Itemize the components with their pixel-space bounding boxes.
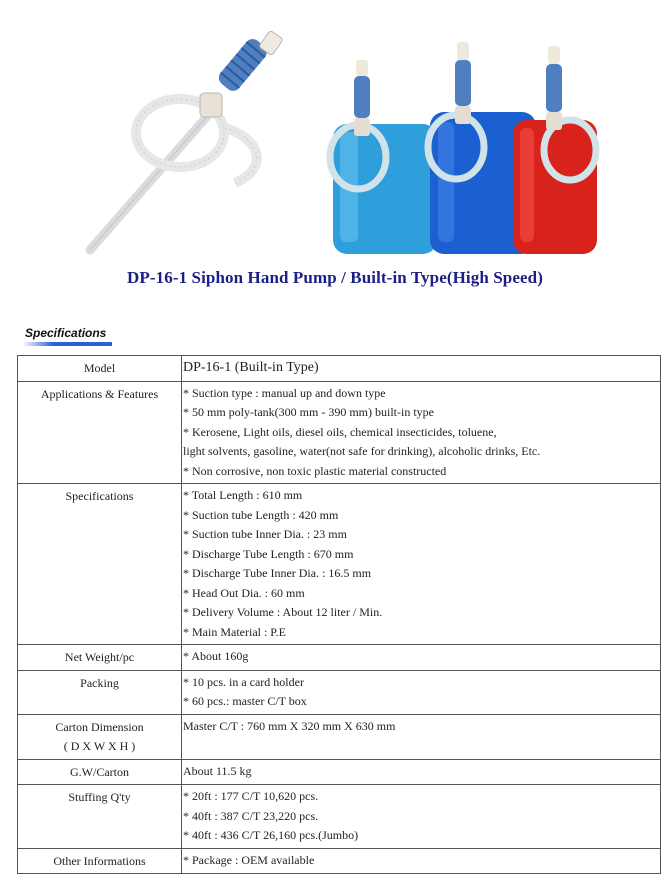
table-row — [18, 381, 661, 484]
row-label: G.W/Carton — [18, 759, 182, 785]
specifications-table — [17, 355, 661, 874]
row-label: Model — [18, 356, 182, 382]
table-row — [18, 645, 661, 671]
table-row — [18, 484, 661, 645]
heading-underline — [22, 342, 112, 346]
row-value: * 20ft : 177 C/T 10,620 pcs. * 40ft : 387 C/T 23,220 pcs. * 40ft : 436 C/T 26,160 pcs.(Jumbo) — [182, 785, 661, 849]
row-value: * Package : OEM available — [182, 848, 661, 874]
specifications-heading: Specifications — [25, 326, 107, 340]
row-value: Master C/T : 760 mm X 320 mm X 630 mm — [182, 714, 661, 759]
row-label: Stuffing Q'ty — [18, 785, 182, 849]
row-label: Other Informations — [18, 848, 182, 874]
row-label: Specifications — [18, 484, 182, 645]
row-label: Applications & Features — [18, 381, 182, 484]
row-value: * About 160g — [182, 645, 661, 671]
pump-product-image — [60, 18, 310, 262]
table-row — [18, 848, 661, 874]
row-value: * Total Length : 610 mm * Suction tube Length : 420 mm * Suction tube Inner Dia. : 23 mm * Discharge Tube Length : 670 mm * Discharge Tube Inner Dia. : 16.5 mm * Head Out Dia. : 60 mm * Delivery Volume : About 12 liter / Min. * Main Material : P.E — [182, 484, 661, 645]
row-value: * Suction type : manual up and down type * 50 mm poly-tank(300 mm - 390 mm) built-in type * Kerosene, Light oils, diesel oils, chemical insecticides, toluene, light solvents, gasoline, water(not safe for drinking), alcoholic drinks, Etc. * Non corrosive, non toxic plastic material constructed — [182, 381, 661, 484]
row-label: Carton Dimension ( D X W X H ) — [18, 714, 182, 759]
tanks-product-image — [318, 32, 610, 262]
table-row — [18, 759, 661, 785]
table-row — [18, 714, 661, 759]
row-value: About 11.5 kg — [182, 759, 661, 785]
row-label: Packing — [18, 670, 182, 714]
product-images — [0, 0, 670, 262]
row-value: * 10 pcs. in a card holder * 60 pcs.: master C/T box — [182, 670, 661, 714]
table-row — [18, 670, 661, 714]
table-row — [18, 356, 661, 382]
table-row — [18, 785, 661, 849]
product-title: DP-16-1 Siphon Hand Pump / Built-in Type(High Speed) — [127, 268, 543, 287]
row-value: DP-16-1 (Built-in Type) — [182, 356, 661, 382]
row-label: Net Weight/pc — [18, 645, 182, 671]
